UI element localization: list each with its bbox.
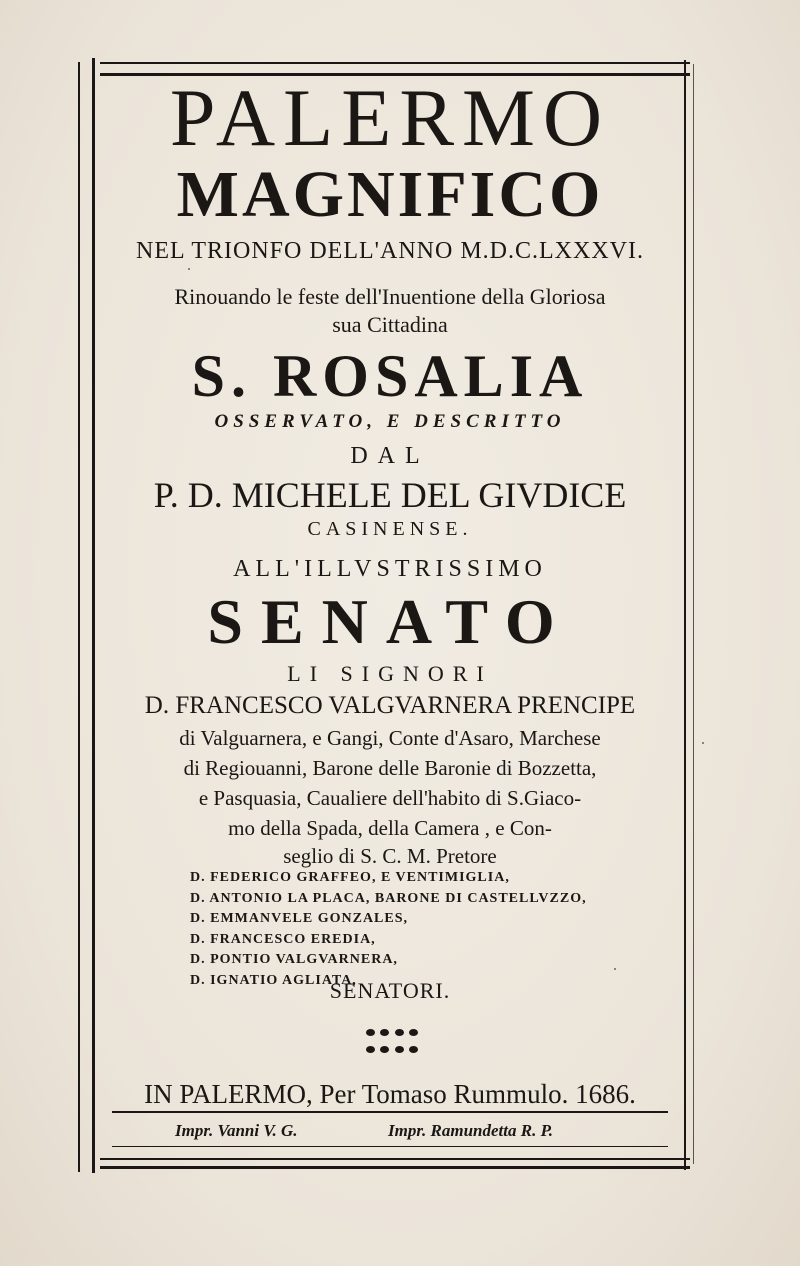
praetor-titles-line: e Pasquasia, Caualiere dell'habito di S.Giaco- [198, 786, 582, 810]
signori-line: LI SIGNORI [287, 661, 493, 686]
senator-entry: D. ANTONIO LA PLACA, BARONE DI CASTELLVZZO, [190, 890, 587, 906]
frame-right-rule-thin [693, 64, 694, 1164]
senator-entry: D. IGNATIO AGLIATA, [190, 972, 357, 988]
frame-left-rule-thick [92, 58, 95, 1173]
praetor-name: D. FRANCESCO VALGVARNERA PRENCIPE [144, 692, 636, 719]
praetor-titles-line: seglio di S. C. M. Pretore [283, 844, 497, 868]
author-name: P. D. MICHELE DEL GIVDICE [153, 475, 627, 515]
dedication-line: ALL'ILLVSTRISSIMO [233, 556, 547, 582]
frame-bottom-rule [100, 1158, 690, 1160]
occasion-line-1: Rinouando le feste dell'Inuentione della Gloriosa [174, 284, 606, 309]
imprint-rule [112, 1111, 668, 1113]
observed-line: OSSERVATO, E DESCRITTO [214, 411, 566, 432]
imprimatur-left: Impr. Vanni V. G. [175, 1121, 298, 1140]
title-line-1: PALERMO [169, 72, 611, 163]
imprint-line: IN PALERMO, Per Tomaso Rummulo. 1686. [144, 1079, 636, 1109]
senate-heading: SENATO [207, 586, 573, 657]
senator-entry: D. EMMANVELE GONZALES, [190, 911, 409, 926]
title-line-2: MAGNIFICO [176, 158, 604, 231]
frame-top-rule [100, 62, 690, 64]
subtitle: NEL TRIONFO DELL'ANNO M.D.C.LXXXVI. [136, 238, 644, 264]
fleuron-ornament-icon [366, 1026, 418, 1038]
frame-right-rule [684, 60, 686, 1170]
praetor-titles-line: mo della Spada, della Camera , e Con- [228, 816, 552, 840]
fleuron-ornament-icon [366, 1043, 418, 1055]
senator-entry: D. FRANCESCO EREDIA, [190, 931, 376, 947]
author-order: CASINENSE. [307, 518, 473, 540]
imprimatur-rule [112, 1146, 668, 1147]
frame-bottom-rule-thick [100, 1166, 690, 1169]
saint-name: S. ROSALIA [191, 343, 589, 409]
paper-speck [702, 742, 704, 744]
paper-speck [188, 268, 190, 270]
senators-list [190, 868, 690, 991]
by-line: DAL [350, 443, 430, 469]
praetor-titles-line: di Regiouanni, Barone delle Baronie di Bozzetta, [183, 756, 597, 780]
praetor-titles-line: di Valguarnera, e Gangi, Conte d'Asaro, Marchese [179, 726, 601, 750]
frame-left-rule [78, 62, 80, 1172]
senators-label: SENATORI. [329, 978, 451, 1003]
imprimatur-right: Impr. Ramundetta R. P. [388, 1121, 554, 1140]
occasion-line-2: sua Cittadina [332, 312, 448, 337]
senator-entry: D. PONTIO VALGVARNERA, [190, 952, 398, 967]
senator-entry: D. FEDERICO GRAFFEO, E VENTIMIGLIA, [190, 870, 510, 885]
paper-speck [614, 968, 616, 970]
